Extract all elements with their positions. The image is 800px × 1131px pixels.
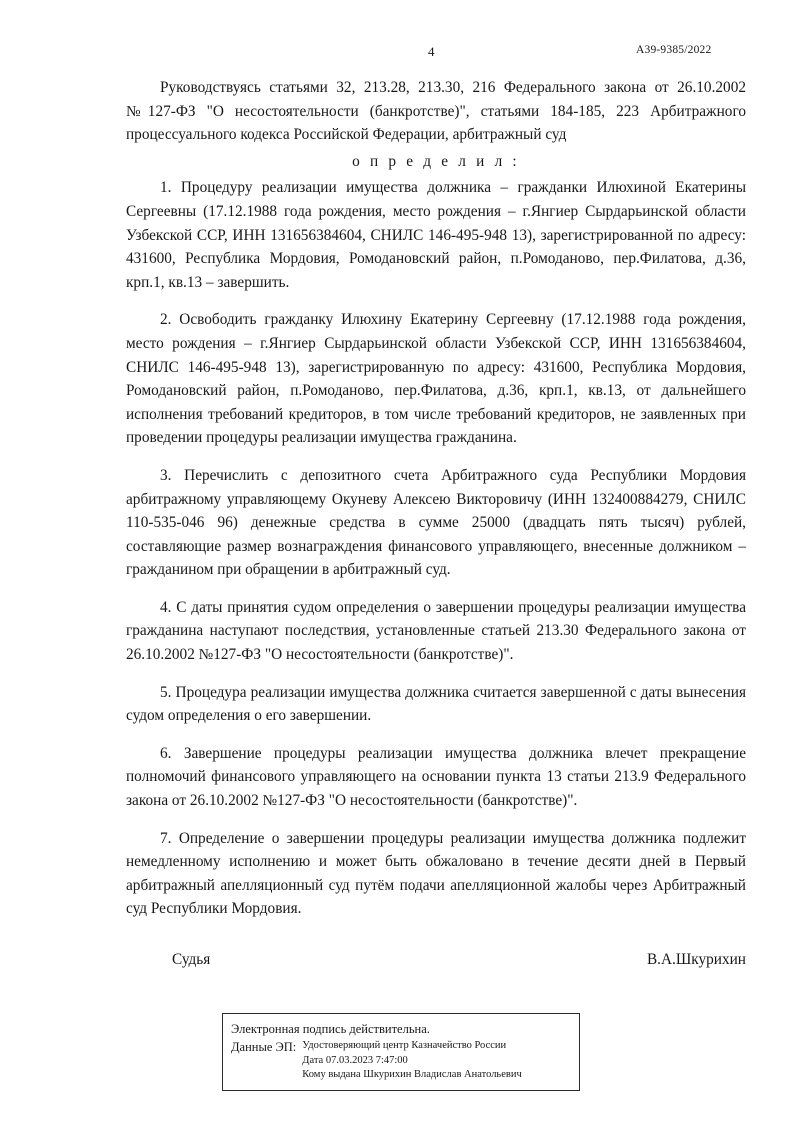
signature-role: Судья [172,951,211,968]
ruling-item-4: 4. С даты принятия судом определения о завершении процедуры реализации имущества гражданина наступают последствия, установленные статьей 213.30 Федерального закона от 26.10.2002 №127-ФЗ "О несостоятельности (банкротстве)". [126,598,746,664]
signature-details [302,1039,521,1083]
document-body [126,76,746,975]
page-number: 4 [428,44,435,59]
case-number: А39-9385/2022 [636,44,712,56]
ruling-item-5: 5. Процедура реализации имущества должника считается завершенной с даты вынесения судом определения о его завершении. [126,683,746,725]
ruling-item-7: 7. Определение о завершении процедуры реализации имущества должника подлежит немедленному исполнению и может быть обжаловано в течение десяти дней в Первый арбитражный апелляционный суд путём подачи апелляционной жалобы через Арбитражный суд Республики Мордовия. [126,829,746,918]
ruling-item-6: 6. Завершение процедуры реализации имущества должника влечет прекращение полномочий финансового управляющего на основании пункта 13 статьи 213.9 Федерального закона от 26.10.2002 №127-ФЗ "О несостоятельности (банкротстве)". [126,744,746,810]
electronic-signature-stamp [222,1013,580,1091]
ruling-item-1: 1. Процедуру реализации имущества должника – гражданки Илюхиной Екатерины Сергеевны (17.12.1988 года рождения, место рождения – г.Янгиер Сырдарьинской области Узбекской ССР, ИНН 131656384604, СНИЛС 146-495-948 13), зарегистрированной по адресу: 431600, Республика Мордовия, Ромодановский район, п.Ромоданово, пер.Филатова, д.36, крп.1, кв.13 – завершить. [126,179,746,291]
ruling-item-2: 2. Освободить гражданку Илюхину Екатерину Сергеевну (17.12.1988 года рождения, место рождения – г.Янгиер Сырдарьинской области Узбекской ССР, ИНН 131656384604, СНИЛС 146-495-948 13), зарегистрированную по адресу: 431600, Республика Мордовия, Ромодановский район, п.Ромоданово, пер.Филатова, д.36, крп.1, кв.13, от дальнейшего исполнения требований кредиторов, в том числе требований кредиторов, не заявленных при проведении процедуры реализации имущества гражданина. [126,311,746,447]
certificate-authority: Удостоверяющий центр Казначейство России [302,1040,507,1051]
signature-name: В.А.Шкурихин [646,951,746,968]
ruling-heading: о п р е д е л и л : [352,152,520,170]
signature-issued-to: Кому выдана Шкурихин Владислав Анатольевич [302,1069,522,1080]
ruling-item-3: 3. Перечислить с депозитного счета Арбитражного суда Республики Мордовия арбитражному управляющему Окуневу Алексею Викторовичу (ИНН 132400884279, СНИЛС 110-535-046 96) денежные средства в сумме 25000 (двадцать пять тысяч) рублей, составляющие размер вознаграждения финансового управляющего, внесенные должником – гражданином при обращении в арбитражный суд. [126,466,746,579]
page-header [0,44,800,60]
intro-paragraph: Руководствуясь статьями 32, 213.28, 213.30, 216 Федерального закона от 26.10.2002 №127-ФЗ "О несостоятельности (банкротстве)", статьями 184-185, 223 Арбитражного процессуального кодекса Российской Федерации, арбитражный суд [126,79,746,144]
signature-validity-text: Электронная подпись действительна. [231,1022,430,1036]
signature-date: Дата 07.03.2023 7:47:00 [302,1054,408,1066]
signature-block [126,951,746,975]
signature-data-label: Данные ЭП: [231,1040,297,1054]
